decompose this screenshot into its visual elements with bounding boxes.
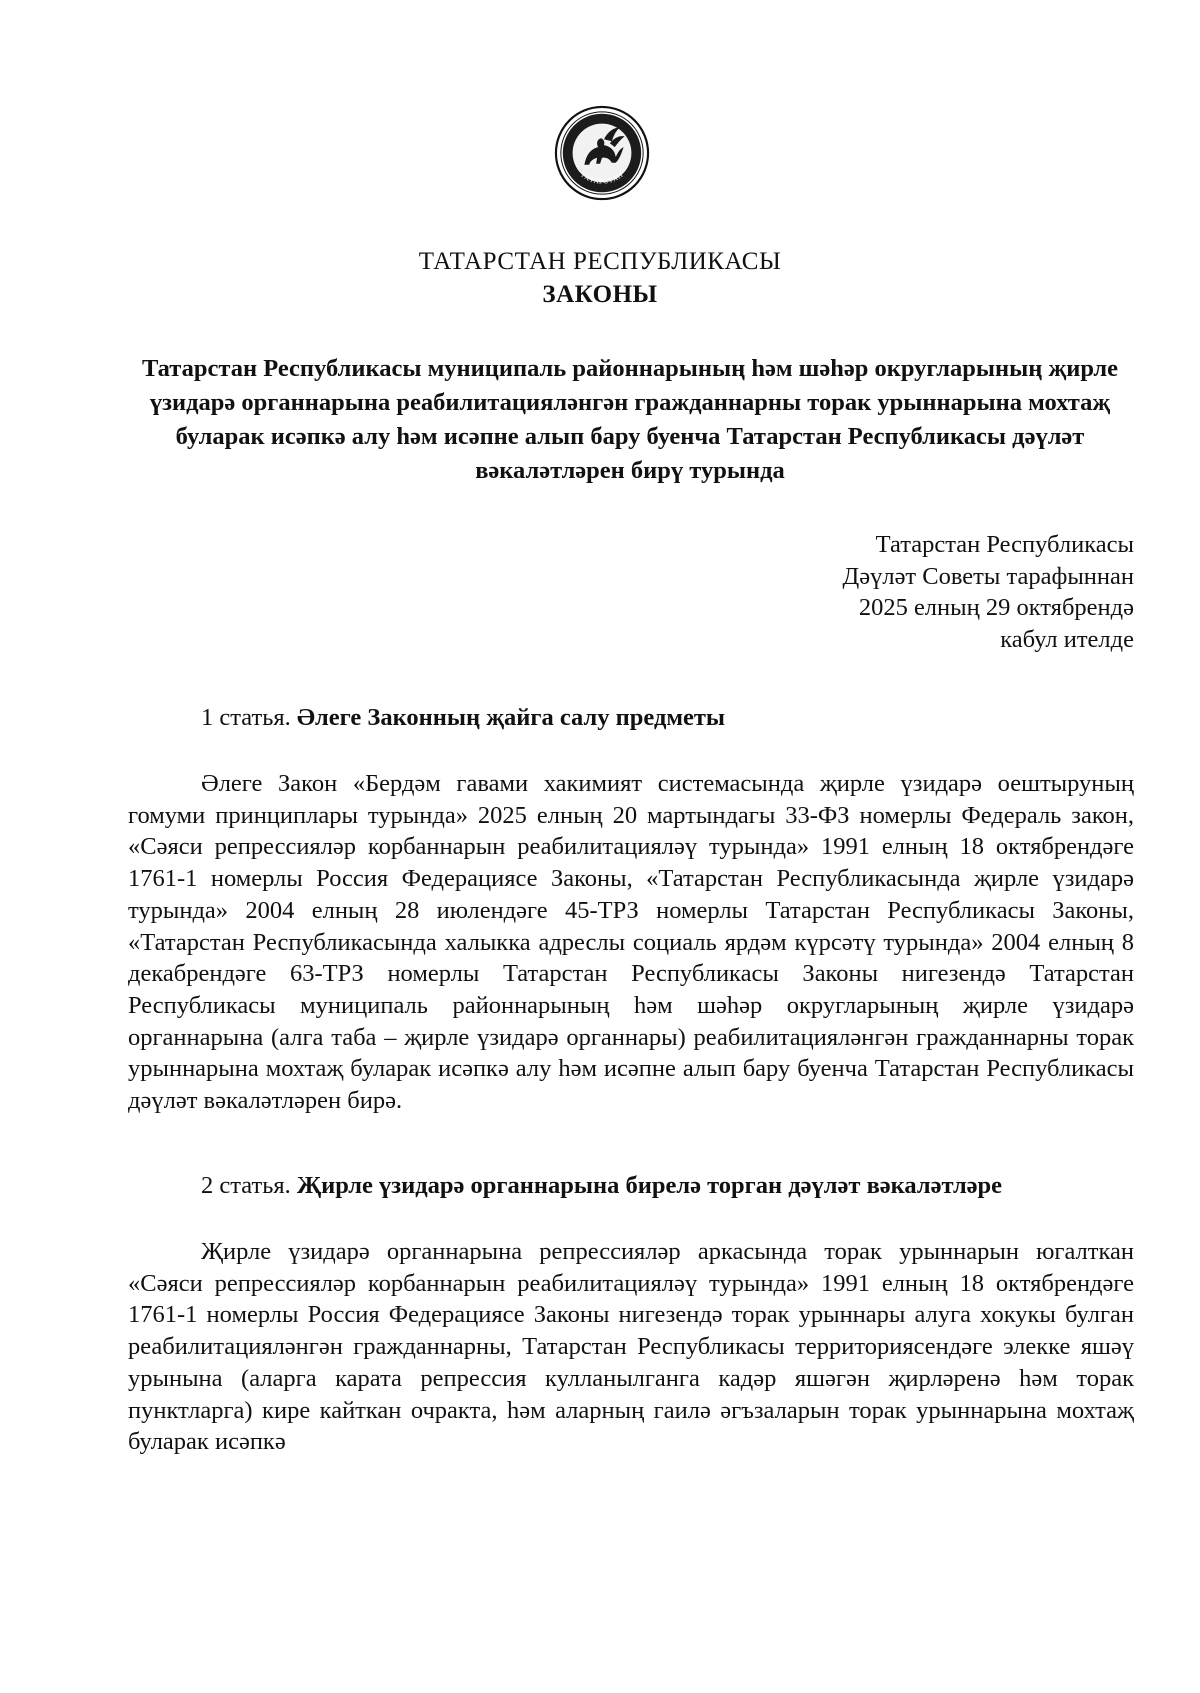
adoption-block (843, 529, 1135, 655)
adoption-line: 2025 елның 29 октябрендә (858, 594, 1134, 621)
tatarstan-coat-of-arms-icon (553, 104, 651, 202)
article-1-title: Әлеге Законның җайга салу предметы (296, 704, 726, 731)
article-2-text: Җирле үзидарә органнарына репрессияләр аркасында торак урыннарын югалткан «Сәяси репрессияләр корбаннарын реабилитацияләү турында» 1991 елның 18 октябрендәге 1761-1 номерлы Россия Федерациясе Законы нигезендә торак урыннары алуга хокукы булган реабилитацияләнгән гражданнарны, Татарстан Республикасы территориясендәге элекке яшәү урынына (аларга карата репрессия кулланылганга кадәр яшәгән җирләренә һәм торак пунктларга) кире кайткан очракта, һәм аларның гаилә әгъзаларын торак урыннарына мохтаҗ буларак исәпкә (128, 1238, 1134, 1456)
article-2-number: 2 статья. (201, 1172, 291, 1199)
svg-text:ТАТАРСТАН: ТАТАРСТАН (579, 170, 625, 186)
article-1-number: 1 статья. (201, 704, 291, 731)
article-2-heading (201, 1172, 1002, 1200)
adoption-line: Татарстан Республикасы (875, 531, 1134, 558)
article-1-text: Әлеге Закон «Бердәм гавами хакимият системасында җирле үзидарә оештыруның гомуми принциплары турында» 2025 елның 20 мартындагы 33-ФЗ номерлы Федераль закон, «Сәяси репрессияләр корбаннарын реабилитацияләү турында» 1991 елның 18 октябрендәге 1761-1 номерлы Россия Федерациясе Законы, «Татарстан Республикасында җирле үзидарә турында» 2004 елның 28 июлендәге 45-ТРЗ номерлы Татарстан Республикасы Законы, «Татарстан Республикасында халыкка адреслы социаль ярдәм күрсәтү турында» 2004 елның 8 декабрендәге 63-ТРЗ номерлы Татарстан Республикасы Законы нигезендә Татарстан Республикасы муниципаль районнарының һәм шәһәр округларының җирле үзидарә органнарына (алга таба – җирле үзидарә органнары) реабилитацияләнгән гражданнарны торак урыннарына мохтаҗ буларак исәпкә алу һәм исәпне алып бару буенча Татарстан Республикасы дәүләт вәкаләтләрен бирә. (128, 770, 1134, 1115)
adoption-line: Дәүләт Советы тарафыннан (842, 562, 1134, 590)
article-1-heading (201, 704, 725, 732)
header-republic: ТАТАРСТАН РЕСПУБЛИКАСЫ (418, 248, 782, 275)
header-law: ЗАКОНЫ (542, 281, 658, 308)
article-2-title: Җирле үзидарә органнарына бирелә торган дәүләт вәкаләтләре (296, 1172, 1003, 1199)
adoption-line: кабул ителде (1000, 625, 1134, 653)
law-title: Татарстан Республикасы муниципаль районнарының һәм шәһәр округларының җирле үзидарә органнарына реабилитацияләнгән гражданнарны торак урыннарына мохтаҗ буларак исәпкә алу һәм исәпне алып бару буенча Татарстан Республикасы дәүләт вәкаләтләрен бирү турында (141, 355, 1119, 484)
